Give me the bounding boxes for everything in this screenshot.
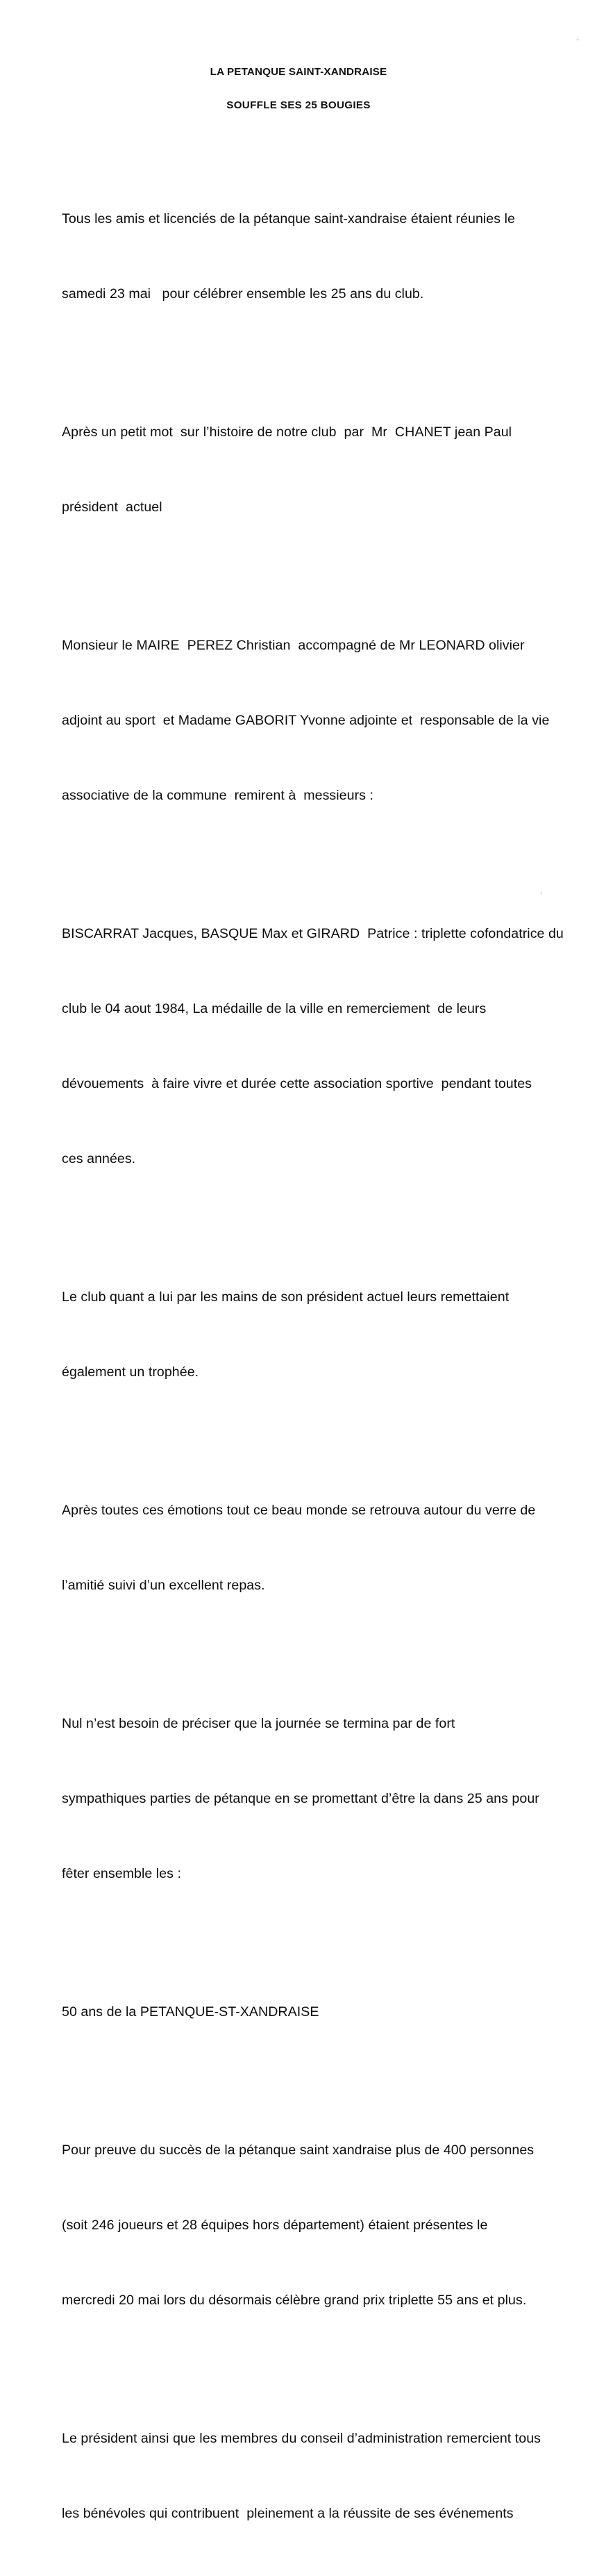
text-line: associative de la commune remirent à messieurs : bbox=[62, 788, 373, 803]
page-subtitle: SOUFFLE SES 25 BOUGIES bbox=[226, 99, 371, 111]
text-line: également un trophée. bbox=[62, 1364, 199, 1380]
text-line: Monsieur le MAIRE PEREZ Christian accompagné de Mr LEONARD olivier bbox=[62, 638, 525, 653]
text-line: président actuel bbox=[62, 499, 162, 515]
paragraph-cinquante-ans bbox=[62, 1949, 596, 2074]
text-line: Nul n’est besoin de préciser que la journée se termina par de fort bbox=[62, 1716, 455, 1731]
paragraph-emotions bbox=[62, 1448, 596, 1648]
text-line: samedi 23 mai pour célébrer ensemble les 25 ans du club. bbox=[62, 286, 424, 302]
text-line: l’amitié suivi d’un excellent repas. bbox=[62, 1578, 265, 1593]
text-line: dévouements à faire vivre et durée cette association sportive pendant toutes bbox=[62, 1076, 532, 1091]
text-line: fêter ensemble les : bbox=[62, 1866, 181, 1881]
text-line: mercredi 20 mai lors du désormais célèbre grand prix triplette 55 ans et plus. bbox=[62, 2293, 527, 2308]
text-line: 50 ans de la PETANQUE-ST-XANDRAISE bbox=[62, 2004, 319, 2020]
scan-artifact-top-right-icon: + bbox=[575, 35, 580, 44]
scan-artifact-bottom-left-icon: + bbox=[539, 889, 544, 898]
text-line: Pour preuve du succès de la pétanque saint xandraise plus de 400 personnes bbox=[62, 2142, 535, 2158]
text-line: sympathiques parties de pétanque en se promettant d’être la dans 25 ans pour bbox=[62, 1791, 539, 1806]
document-body bbox=[62, 156, 596, 2576]
text-line: adjoint au sport et Madame GABORIT Yvonne adjointe et responsable de la vie bbox=[62, 713, 550, 728]
paragraph-trophee bbox=[62, 1235, 596, 1435]
text-line: Après un petit mot sur l’histoire de notre club par Mr CHANET jean Paul bbox=[62, 424, 512, 440]
text-line: BISCARRAT Jacques, BASQUE Max et GIRARD Patrice : triplette cofondatrice du bbox=[62, 926, 564, 941]
paragraph-maire bbox=[62, 583, 596, 858]
text-line: Après toutes ces émotions tout ce beau monde se retrouva autour du verre de bbox=[62, 1503, 536, 1518]
text-line: les bénévoles qui contribuent pleinement a la réussite de ses événements bbox=[62, 2506, 514, 2521]
page-title: LA PETANQUE SAINT-XANDRAISE bbox=[210, 66, 387, 78]
document-heading-block bbox=[0, 66, 597, 111]
paragraph-remerciements bbox=[62, 2376, 596, 2576]
paragraph-succes bbox=[62, 2088, 596, 2363]
text-line: ces années. bbox=[62, 1151, 136, 1166]
paragraph-intro bbox=[62, 156, 596, 356]
text-line: (soit 246 joueurs et 28 équipes hors département) étaient présentes le bbox=[62, 2218, 488, 2233]
text-line: club le 04 aout 1984, La médaille de la ville en remerciement de leurs bbox=[62, 1001, 487, 1016]
text-line: Le club quant a lui par les mains de son président actuel leurs remettaient bbox=[62, 1289, 510, 1305]
text-line: Tous les amis et licenciés de la pétanque saint-xandraise étaient réunies le bbox=[62, 211, 515, 226]
paragraph-mot-histoire bbox=[62, 370, 596, 570]
paragraph-journee bbox=[62, 1661, 596, 1936]
text-line: Le président ainsi que les membres du conseil d’administration remercient tous bbox=[62, 2431, 541, 2446]
paragraph-cofondateurs bbox=[62, 871, 596, 1221]
